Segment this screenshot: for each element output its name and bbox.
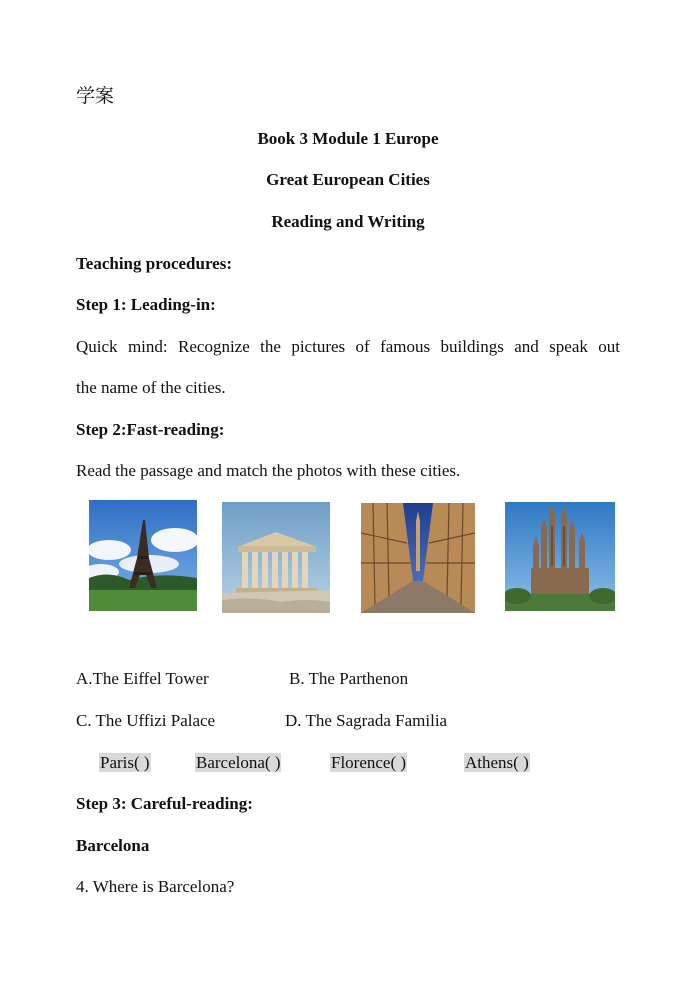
header-label: 学案 [76,85,115,107]
city-florence-label: Florence( ) [331,753,407,772]
option-b: B. The Parthenon [289,669,409,688]
question-4: 4. Where is Barcelona? [76,877,235,896]
eiffel-tower-photo [89,500,197,611]
step3-heading: Step 3: Careful-reading: [76,794,253,813]
step2-heading: Step 2:Fast-reading: [76,420,225,439]
title-line-2: Great European Cities [266,170,430,189]
sagrada-familia-photo [505,502,615,611]
city-paris-label: Paris( ) [100,753,150,772]
title-line-1: Book 3 Module 1 Europe [257,129,439,148]
option-c: C. The Uffizi Palace [76,711,216,730]
procedures-heading: Teaching procedures: [76,254,233,273]
title-line-3: Reading and Writing [271,212,425,231]
step1-heading: Step 1: Leading-in: [76,295,216,314]
step2-text: Read the passage and match the photos with these cities. [76,461,461,480]
city-barcelona [195,753,281,773]
step1-text-line2: the name of the cities. [76,378,226,397]
parthenon-photo [222,502,330,613]
city-paris [99,753,151,773]
option-d: D. The Sagrada Familia [285,711,448,730]
step1-text-line1: Quick mind: Recognize the pictures of famous buildings and speak out [76,337,620,356]
city-barcelona-label: Barcelona( ) [196,753,281,772]
city-athens-label: Athens( ) [465,753,529,772]
step3-subheading: Barcelona [76,836,150,855]
city-florence [330,753,407,773]
city-athens [464,753,530,773]
uffizi-photo [361,503,475,613]
option-a: A.The Eiffel Tower [76,669,209,688]
